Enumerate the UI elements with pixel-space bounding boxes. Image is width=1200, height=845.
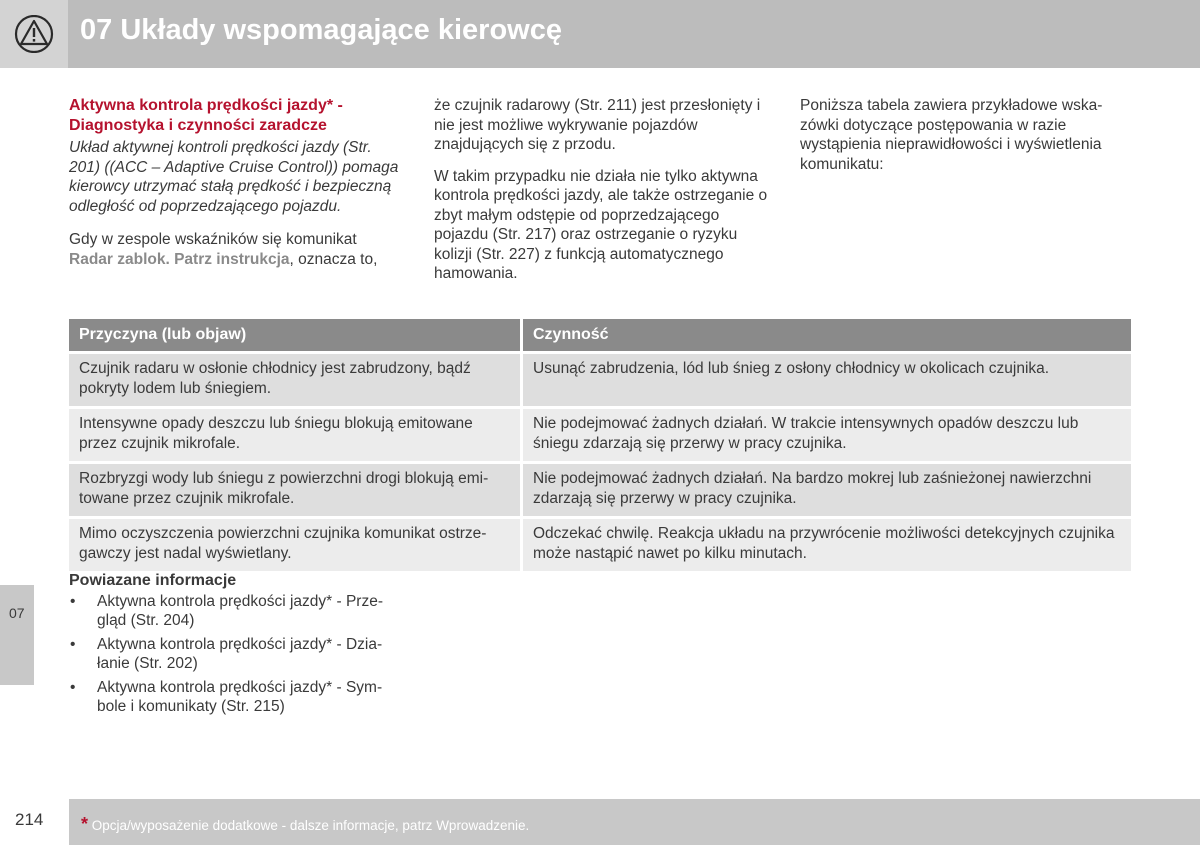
paragraph-functions-disabled: W takim przypadku nie działa nie tylko aktywna kontrola prędkości jazdy, ale także ostrzeganie o zbyt małym odstępie od poprzedzającego pojazdu (Str. 217) oraz ostrzeganie o ryzyku kolizji (Str. 227) z funkcją automatycznego hamowania. — [434, 167, 768, 282]
table-header-cause: Przyczyna (lub objaw) — [69, 319, 523, 351]
related-title: Powiazane informacje — [69, 572, 237, 589]
page-header — [0, 0, 1200, 68]
table-row — [69, 409, 1131, 461]
table-row — [69, 354, 1131, 406]
footer-note-text: Opcja/wyposażenie dodatkowe - dalsze informacje, patrz Wprowadzenie. — [88, 818, 530, 833]
paragraph-sensor-blocked: że czujnik radarowy (Str. 211) jest przesłonięty i nie jest możliwe wykrywanie pojazdów znajdujących się z przodu. — [434, 97, 761, 153]
text-column-1 — [69, 96, 404, 281]
table-row — [69, 519, 1131, 571]
bullet-icon: • — [70, 679, 76, 696]
paragraph-message — [69, 230, 404, 269]
text-column-3 — [800, 96, 1130, 186]
related-information — [69, 571, 404, 721]
footer-note — [81, 814, 529, 835]
bullet-icon: • — [70, 636, 76, 653]
troubleshooting-table — [69, 316, 1131, 574]
related-link-text: Aktywna kontrola prędkości jazdy* - Działanie (Str. 202) — [97, 636, 383, 672]
related-link[interactable] — [69, 635, 404, 673]
table-cell-action: Odczekać chwilę. Reakcja układu na przywrócenie możliwości detekcyjnych czujnika może nastąpić nawet po kilku minutach. — [523, 519, 1131, 571]
related-list — [69, 592, 404, 716]
table-cell-cause: Intensywne opady deszczu lub śniegu blokują emitowane przez czujnik mikrofale. — [69, 409, 523, 461]
footer-bar — [69, 799, 1200, 845]
table-cell-action: Usunąć zabrudzenia, lód lub śnieg z osłony chłodnicy w okolicach czujnika. — [523, 354, 1131, 406]
table-header-action: Czynność — [523, 319, 1131, 351]
paragraph-message-before: Gdy w zespole wskaźników się komunikat — [69, 231, 357, 248]
page-title: 07 Układy wspomagające kierowcę — [80, 14, 562, 46]
display-message: Radar zablok. Patrz instrukcja — [69, 250, 290, 268]
footer-star: * — [81, 814, 89, 834]
related-link[interactable] — [69, 678, 404, 716]
section-title — [69, 96, 404, 136]
text-column-2 — [434, 96, 769, 296]
section-title-line1: Aktywna kontrola prędkości jazdy* - — [69, 97, 343, 114]
table-cell-cause: Czujnik radaru w osłonie chłodnicy jest zabrudzony, bądź pokryty lodem lub śniegiem. — [69, 354, 523, 406]
header-icon-box — [0, 0, 68, 68]
table-row — [69, 464, 1131, 516]
related-link-text: Aktywna kontrola prędkości jazdy* - Przegląd (Str. 204) — [97, 593, 384, 629]
paragraph-table-intro: Poniższa tabela zawiera przykładowe wskazówki dotyczące postępowania w razie wystąpienia nieprawidłowości i wyświetlenia komunikatu: — [800, 97, 1103, 173]
chapter-tab — [0, 585, 34, 685]
intro-paragraph: Układ aktywnej kontroli prędkości jazdy (Str. 201) ((ACC – Adaptive Cruise Control)) pomaga kierowcy utrzymać stałą prędkość i bezpieczną odległość od poprzedzającego pojazdu. — [69, 139, 399, 215]
related-link[interactable] — [69, 592, 404, 630]
table-cell-cause: Mimo oczyszczenia powierzchni czujnika komunikat ostrzegawczy jest nadal wyświetlany. — [69, 519, 523, 571]
page-number: 214 — [15, 810, 44, 829]
warning-triangle-icon — [14, 15, 54, 53]
section-title-line2: Diagnostyka i czynności zaradcze — [69, 117, 327, 134]
table-cell-action: Nie podejmować żadnych działań. Na bardzo mokrej lub zaśnieżonej nawierzchni zdarzają się przerwy w pracy czujnika. — [523, 464, 1131, 516]
paragraph-message-after: , oznacza to, — [289, 250, 378, 268]
related-link-text: Aktywna kontrola prędkości jazdy* - Symbole i komunikaty (Str. 215) — [97, 679, 383, 715]
table-header-row — [69, 319, 1131, 351]
bullet-icon: • — [70, 593, 76, 610]
table-cell-cause: Rozbryzgi wody lub śniegu z powierzchni drogi blokują emitowane przez czujnik mikrofale. — [69, 464, 523, 516]
chapter-tab-label: 07 — [9, 605, 25, 621]
table-cell-action: Nie podejmować żadnych działań. W trakcie intensywnych opadów deszczu lub śniegu zdarzają się przerwy w pracy czujnika. — [523, 409, 1131, 461]
